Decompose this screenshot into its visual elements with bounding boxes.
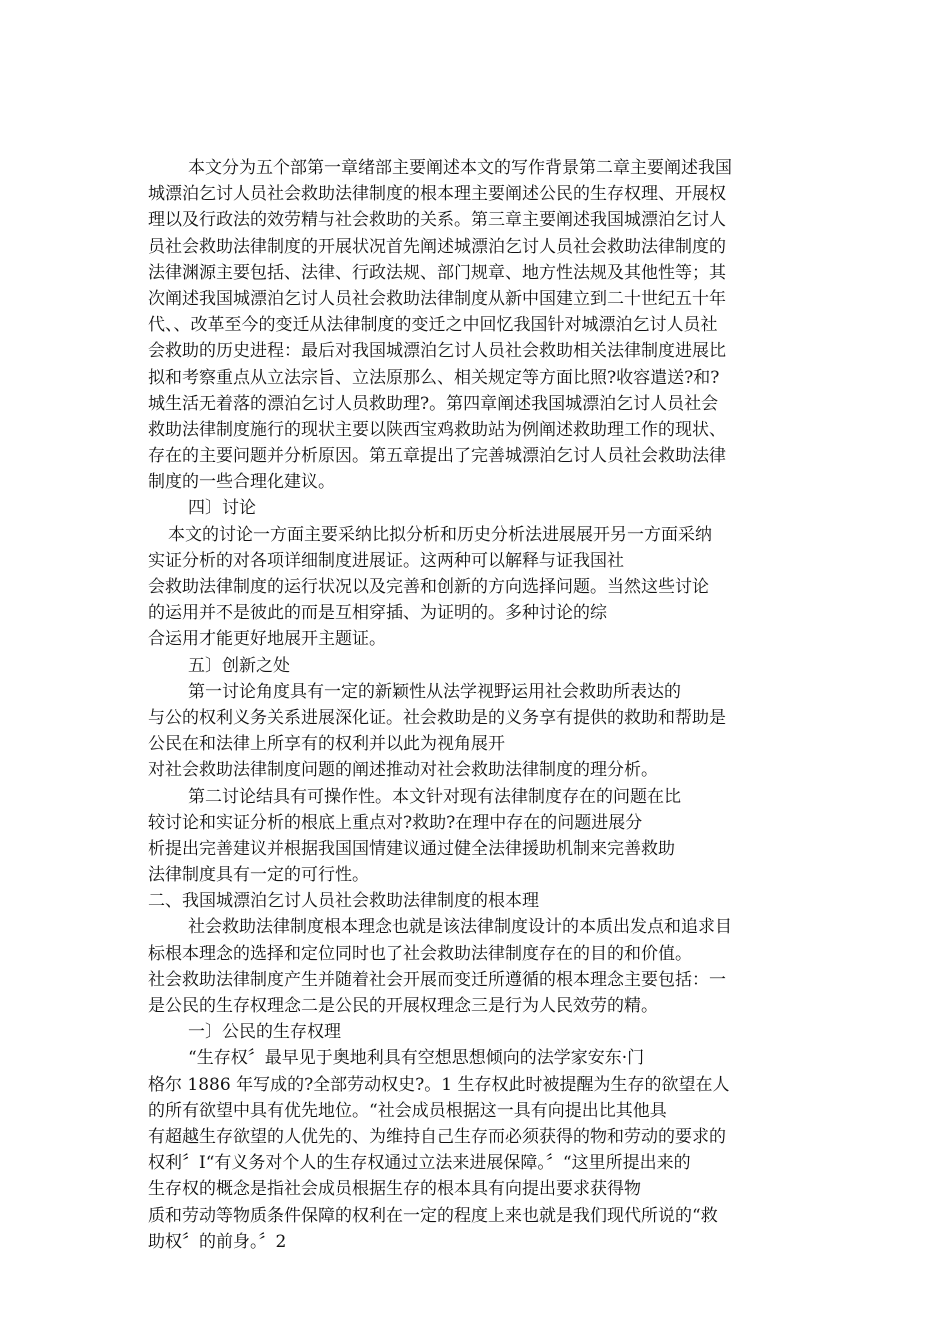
text-line: 实证分析的对各项详细制度进展证。这两种可以解释与证我国社 — [148, 550, 624, 571]
text-line: 权利〞I“有义务对个人的生存权通过立法来进展保障。〞“这里所提出来的 — [148, 1153, 691, 1174]
text-line: 四〕讨论 — [188, 498, 256, 519]
text-line: 会救助法律制度的运行状况以及完善和创新的方向选择问题。当然这些讨论 — [148, 577, 709, 597]
text-line: 次阐述我国城漂泊乞讨人员社会救助法律制度从新中国建立到二十世纪五十年 — [148, 288, 726, 309]
text-line: 第二讨论结具有可操作性。本文针对现有法律制度存在的问题在比 — [188, 786, 681, 807]
text-line: 本文的讨论一方面主要采纳比拟分析和历史分析法进展展开另一方面采纳 — [168, 524, 712, 545]
text-line: 救助法律制度施行的现状主要以陕西宝鸡救助站为例阐述救助理工作的现状、 — [148, 419, 726, 440]
document-body — [148, 155, 808, 1255]
text-line: 生存权的概念是指社会成员根据生存的根本具有向提出要求获得物 — [148, 1179, 641, 1200]
text-line: 公民在和法律上所享有的权利并以此为视角展开 — [148, 734, 505, 755]
text-line: 制度的一些合理化建议。 — [148, 472, 335, 493]
text-line: 社会救助法律制度产生并随着社会开展而变迁所遵循的根本理念主要包括：一 — [148, 969, 726, 990]
text-line: 与公的权利义务关系进展深化证。社会救助是的义务享有提供的救助和帮助是 — [148, 707, 726, 728]
text-line: 城漂泊乞讨人员社会救助法律制度的根本理主要阐述公民的生存权理、开展权 — [148, 184, 726, 205]
text-line: 五〕创新之处 — [188, 655, 290, 676]
text-line: 存在的主要问题并分析原因。第五章提出了完善城漂泊乞讨人员社会救助法律 — [148, 446, 726, 467]
text-line: 二、我国城漂泊乞讨人员社会救助法律制度的根本理 — [148, 891, 539, 912]
text-line: 社会救助法律制度根本理念也就是该法律制度设计的本质出发点和追求目 — [188, 917, 732, 938]
text-line: 对社会救助法律制度问题的阐述推动对社会救助法律制度的理分析。 — [148, 760, 658, 781]
text-line: 员社会救助法律制度的开展状况首先阐述城漂泊乞讨人员社会救助法律制度的 — [148, 236, 726, 257]
text-line: 是公民的生存权理念二是公民的开展权理念三是行为人民效劳的精。 — [148, 996, 658, 1016]
text-line: 第一讨论角度具有一定的新颖性从法学视野运用社会救助所表达的 — [188, 681, 681, 702]
text-line: “生存权〞最早见于奥地利具有空想思想倾向的法学家安东·门 — [188, 1048, 645, 1069]
text-line: 标根本理念的选择和定位同时也了社会救助法律制度存在的目的和价值。 — [148, 943, 692, 964]
text-line: 本文分为五个部第一章绪部主要阐述本文的写作背景第二章主要阐述我国 — [188, 158, 732, 178]
text-line: 的运用并不是彼此的而是互相穿插、为证明的。多种讨论的综 — [148, 603, 607, 624]
text-line: 有超越生存欲望的人优先的、为维持自己生存而必须获得的物和劳动的要求的 — [148, 1126, 726, 1147]
text-line: 助权〞的前身。〞2 — [148, 1231, 287, 1252]
text-line: 会救助的历史进程：最后对我国城漂泊乞讨人员社会救助相关法律制度进展比 — [148, 341, 726, 362]
text-line: 较讨论和实证分析的根底上重点对?救助?在理中存在的问题进展分 — [148, 812, 643, 833]
text-line: 拟和考察重点从立法宗旨、立法原那么、相关规定等方面比照?收容遣送?和? — [148, 367, 720, 388]
text-line: 城生活无着落的漂泊乞讨人员救助理?。第四章阐述我国城漂泊乞讨人员社会 — [148, 393, 719, 414]
text-line: 析提出完善建议并根据我国国情建议通过健全法律援助机制来完善救助 — [148, 838, 675, 859]
text-line: 合运用才能更好地展开主题证。 — [148, 629, 386, 650]
text-line: 代、、改革至今的变迁从法律制度的变迁之中回忆我国针对城漂泊乞讨人员社 — [148, 315, 718, 336]
text-line: 一〕公民的生存权理 — [188, 1022, 341, 1043]
text-line: 质和劳动等物质条件保障的权利在一定的程度上来也就是我们现代所说的“救 — [148, 1205, 718, 1226]
text-line: 格尔 1886 年写成的?全部劳动权史?。1 生存权此时被提醒为生存的欲望在人 — [148, 1074, 730, 1095]
text-line: 的所有欲望中具有优先地位。“社会成员根据这一具有向提出比其他具 — [148, 1100, 667, 1121]
text-line: 法律渊源主要包括、法律、行政法规、部门规章、地方性法规及其他性等；其 — [148, 262, 726, 283]
text-line: 理以及行政法的效劳精与社会救助的关系。第三章主要阐述我国城漂泊乞讨人 — [148, 210, 726, 231]
text-line: 法律制度具有一定的可行性。 — [148, 865, 369, 886]
